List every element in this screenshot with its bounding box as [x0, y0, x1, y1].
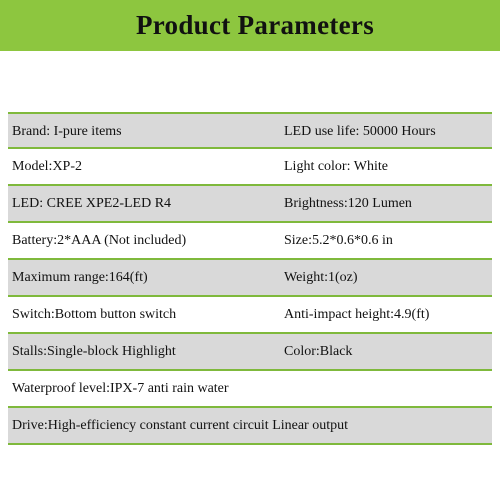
param-led: LED: CREE XPE2-LED R4 — [12, 196, 172, 211]
param-brand: Brand: I-pure items — [12, 124, 122, 139]
table-row — [8, 223, 492, 260]
table-row — [8, 186, 492, 223]
param-anti-impact: Anti-impact height:4.9(ft) — [284, 307, 430, 322]
param-size: Size:5.2*0.6*0.6 in — [284, 233, 393, 248]
param-light-color: Light color: White — [284, 159, 388, 174]
table-row — [8, 297, 492, 334]
parameters-table — [8, 112, 492, 445]
table-row — [8, 371, 492, 408]
param-weight: Weight:1(oz) — [284, 270, 358, 285]
param-model: Model:XP-2 — [12, 159, 82, 174]
param-max-range: Maximum range:164(ft) — [12, 270, 148, 285]
param-switch: Switch:Bottom button switch — [12, 307, 177, 322]
table-row — [8, 112, 492, 149]
param-drive: Drive:High-efficiency constant current circuit Linear output — [12, 418, 348, 433]
table-row — [8, 260, 492, 297]
param-led-life: LED use life: 50000 Hours — [284, 124, 436, 139]
table-row — [8, 334, 492, 371]
param-battery: Battery:2*AAA (Not included) — [12, 233, 187, 248]
param-color: Color:Black — [284, 344, 353, 359]
page-title: Product Parameters — [135, 10, 375, 40]
title-banner — [0, 0, 500, 51]
param-stalls: Stalls:Single-block Highlight — [12, 344, 176, 359]
table-row — [8, 408, 492, 445]
table-row — [8, 149, 492, 186]
param-waterproof: Waterproof level:IPX-7 anti rain water — [12, 381, 229, 396]
param-brightness: Brightness:120 Lumen — [284, 196, 412, 211]
